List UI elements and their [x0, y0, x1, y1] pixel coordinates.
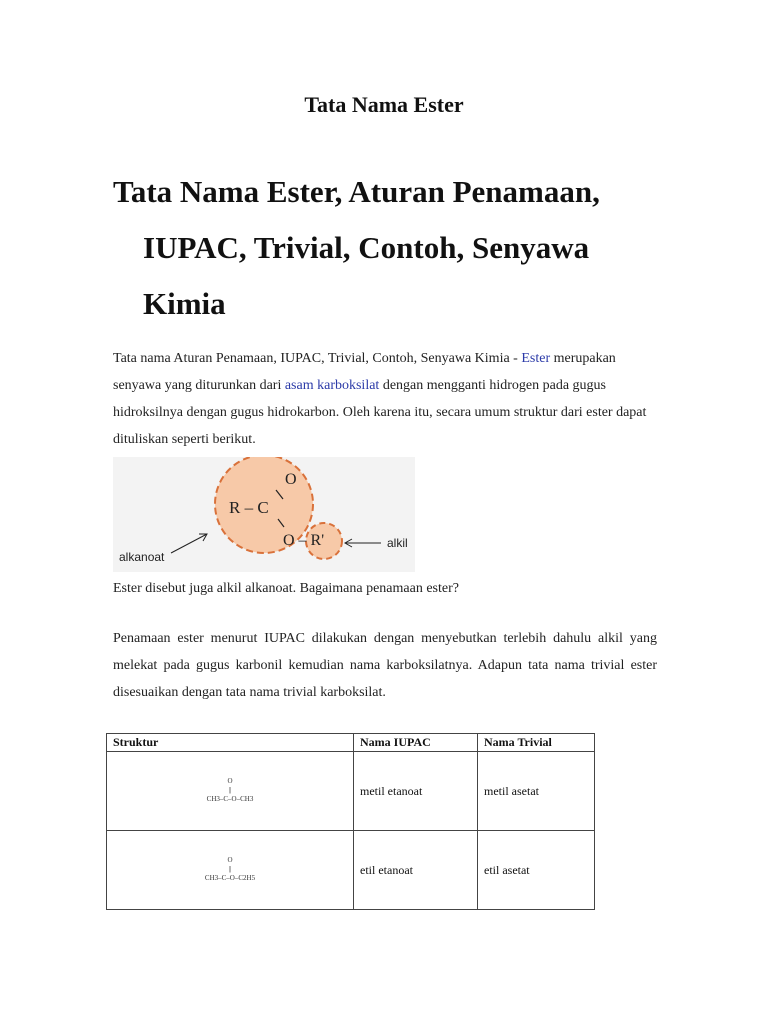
table-row — [107, 831, 595, 910]
trivial-name-cell: etil asetat — [478, 831, 595, 910]
formula-double-bond: || — [228, 786, 232, 794]
formula-double-bond: || — [228, 865, 232, 873]
intro-text-end: dengan mengganti hidrogen pada gugus hidroksilnya dengan gugus hidrokarbon. Oleh karena itu, secara umum struktur dari ester dapat dituliskan seperti berikut. — [113, 378, 647, 447]
table-row — [107, 752, 595, 831]
ester-naming-table — [106, 733, 595, 910]
structural-formula — [207, 777, 254, 804]
alkanoat-arrow — [171, 534, 207, 553]
iupac-name-cell: metil etanoat — [354, 752, 478, 831]
ester-structure-figure — [113, 457, 415, 572]
header-nama-trivial: Nama Trivial — [478, 734, 595, 752]
intro-text-start: Tata nama Aturan Penamaan, IUPAC, Trivial, Contoh, Senyawa Kimia - — [113, 351, 522, 366]
oxygen-top-label: O — [285, 471, 297, 488]
paragraph-alkil-alkanoat: Ester disebut juga alkil alkanoat. Bagaimana penamaan ester? — [113, 581, 459, 596]
heading-line-2: IUPAC, Trivial, Contoh, Senyawa — [143, 230, 590, 265]
heading-line-3: Kimia — [143, 286, 226, 321]
trivial-name-cell: metil asetat — [478, 752, 595, 831]
alkil-label: alkil — [387, 536, 408, 550]
paragraph-penamaan: Penamaan ester menurut IUPAC dilakukan dengan menyebutkan terlebih dahulu alkil yang melekat pada gugus karbonil kemudian nama karboksilatnya. Adapun tata nama trivial ester disesuaikan dengan tata nama trivial karboksilat. — [113, 631, 657, 700]
header-struktur: Struktur — [107, 734, 354, 752]
structural-formula — [205, 856, 255, 883]
intro-text-mid: merupakan senyawa yang diturunkan dari — [113, 351, 616, 393]
iupac-name-cell: etil etanoat — [354, 831, 478, 910]
alkanoat-label: alkanoat — [119, 550, 165, 564]
formula-chain: CH3–C–O–C2H5 — [204, 874, 256, 882]
ester-diagram — [113, 457, 415, 572]
ester-link[interactable]: Ester — [521, 351, 551, 366]
structure-cell — [107, 752, 354, 831]
document-title: Tata Nama Ester — [304, 92, 464, 117]
table-header-row — [107, 734, 595, 752]
r-c-label: R – C — [229, 498, 269, 517]
intro-paragraph — [113, 345, 657, 453]
structure-cell — [107, 831, 354, 910]
formula-oxygen: O — [227, 856, 233, 864]
formula-oxygen: O — [227, 777, 233, 785]
header-nama-iupac: Nama IUPAC — [354, 734, 478, 752]
oxygen-bottom-label: O – R' — [283, 532, 325, 549]
article-heading — [113, 164, 673, 332]
heading-line-1: Tata Nama Ester, Aturan Penamaan, — [113, 174, 600, 209]
asam-karboksilat-link[interactable]: asam karboksilat — [284, 378, 380, 393]
formula-chain: CH3–C–O–CH3 — [206, 795, 254, 803]
